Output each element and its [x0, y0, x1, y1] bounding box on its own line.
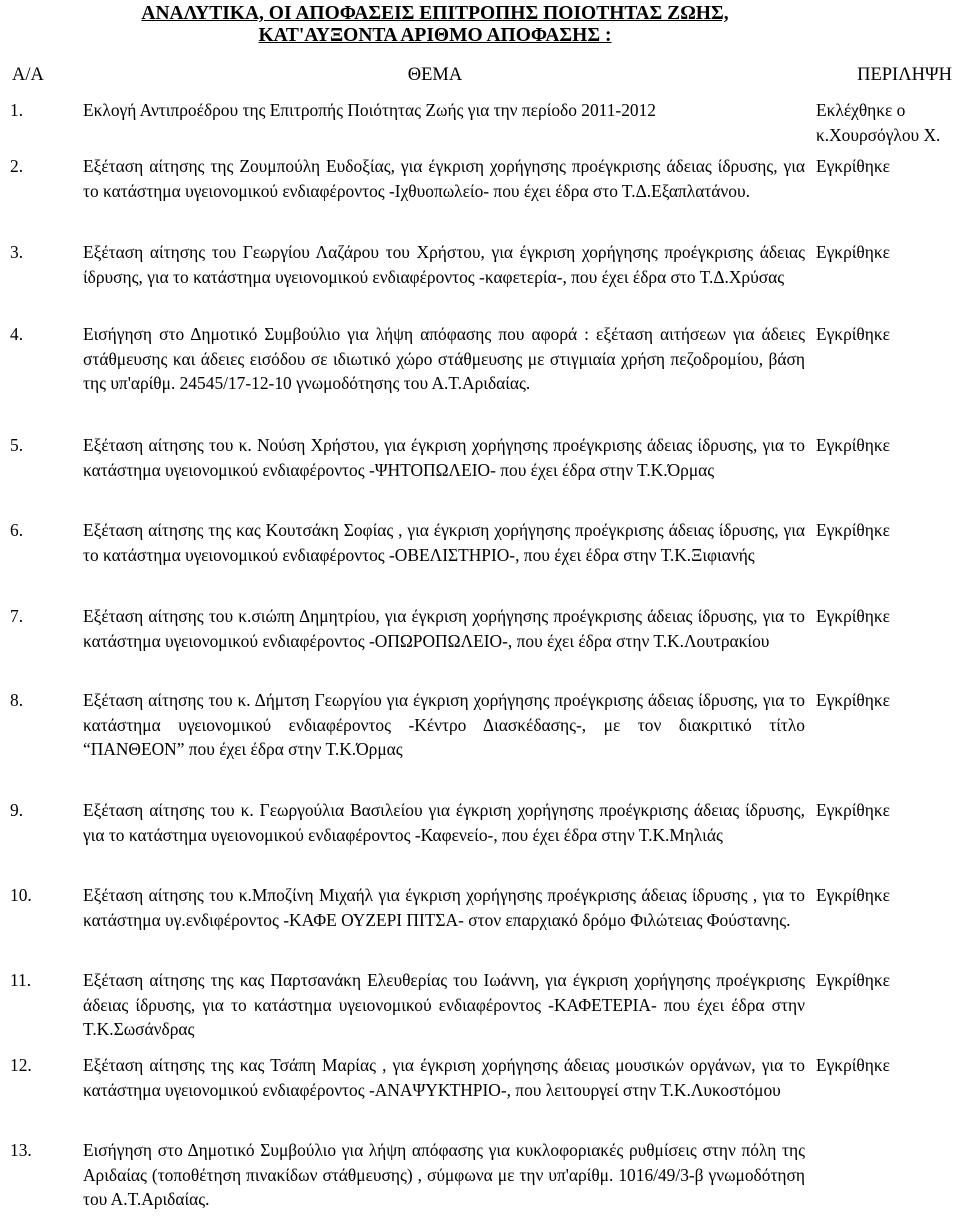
- item-number: 3.: [10, 242, 24, 262]
- item-number: 13.: [10, 1140, 32, 1160]
- item-summary: Εγκρίθηκε: [816, 606, 890, 626]
- title-line-2: ΚΑΤ'ΑΥΞΟΝΤΑ ΑΡΙΘΜΟ ΑΠΟΦΑΣΗΣ :: [258, 25, 612, 46]
- item-text: Εξέταση αίτησης του κ.Μποζίνη Μιχαήλ για έγκριση χορήγησης προέγκρισης άδειας ίδρυσης , για το κατάστημα υγ.ενδιφέροντος -ΚΑΦΕ ΟΥΖΕΡΙ ΠΙΤΣΑ- στον επαρχιακό δρόμο Φιλώτειας Φούστανης.: [83, 885, 805, 930]
- item-text: Εξέταση αίτησης της Ζουμπούλη Ευδοξίας, για έγκριση χορήγησης προέγκρισης άδειας ίδρυσης, για το κατάστημα υγειονομικού ενδιαφέροντος -Ιχθυοπωλείο- που έχει έδρα στο Τ.Δ.Εξαπλατάνου.: [83, 156, 805, 201]
- item-text: Εξέταση αίτησης της κας Τσάπη Μαρίας , για έγκριση χορήγησης άδειας μουσικών οργάνων, για το κατάστημα υγειονομικού ενδιαφέροντος -ΑΝΑΨΥΚΤΗΡΙΟ-, που λειτουργεί στην Τ.Κ.Λυκοστόμου: [83, 1055, 805, 1100]
- item-summary: Εγκρίθηκε: [816, 520, 890, 540]
- item-summary: Εγκρίθηκε: [816, 156, 890, 176]
- item-text: Εξέταση αίτησης του κ. Νούση Χρήστου, για έγκριση χορήγησης προέγκρισης άδειας ίδρυσης, για το κατάστημα υγειονομικού ενδιαφέροντος -ΨΗΤΟΠΩΛΕΙΟ- που έχει έδρα στην Τ.Κ.Όρμας: [83, 435, 805, 480]
- item-summary: Εγκρίθηκε: [816, 324, 890, 344]
- header-number: Α/Α: [12, 65, 44, 85]
- item-number: 2.: [10, 156, 24, 176]
- item-summary: Εγκρίθηκε: [816, 800, 890, 820]
- item-text: Εισήγηση στο Δημοτικό Συμβούλιο για λήψη απόφασης που αφορά : εξέταση αιτήσεων για άδειες στάθμευσης και άδειες εισόδου σε ιδιωτικό χώρο στάθμευσης με στιγμιαία χρήση πεζοδρομίου, βάση της υπ'αρίθμ. 24545/17-12-10 γνωμοδότησης του Α.Τ.Αριδαίας.: [83, 324, 805, 394]
- item-summary: Εγκρίθηκε: [816, 242, 890, 262]
- item-number: 6.: [10, 520, 24, 540]
- item-text: Εξέταση αίτησης του Γεωργίου Λαζάρου του Χρήστου, για έγκριση χορήγησης προέγκρισης άδειας ίδρυσης, για το κατάστημα υγειονομικού ενδιαφέροντος -καφετερία-, που έχει έδρα στο Τ.Δ.Χρύσας: [83, 242, 805, 287]
- item-number: 5.: [10, 435, 24, 455]
- item-text: Εκλογή Αντιπροέδρου της Επιτροπής Ποιότητας Ζωής για την περίοδο 2011-2012: [83, 100, 656, 120]
- item-text: Εξέταση αίτησης του κ.σιώπη Δημητρίου, για έγκριση χορήγησης προέγκρισης άδειας ίδρυσης, για το κατάστημα υγειονομικού ενδιαφέροντος -ΟΠΩΡΟΠΩΛΕΙΟ-, που έχει έδρα στην Τ.Κ.Λουτρακίου: [83, 606, 805, 651]
- item-number: 12.: [10, 1055, 32, 1075]
- item-summary: Εγκρίθηκε: [816, 690, 890, 710]
- item-number: 4.: [10, 324, 24, 344]
- item-summary: Εγκρίθηκε: [816, 1055, 890, 1075]
- item-text: Εξέταση αίτησης του κ. Γεωργούλια Βασιλείου για έγκριση χορήγησης προέγκρισης άδειας ίδρυσης, για το κατάστημα υγειονομικού ενδιαφέροντος -Καφενείο-, που έχει έδρα στην Τ.Κ.Μηλιάς: [83, 800, 805, 845]
- item-summary: Εγκρίθηκε: [816, 885, 890, 905]
- header-summary: ΠΕΡΙΛΗΨΗ: [857, 65, 952, 85]
- item-summary: Εκλέχθηκε ο κ.Χουρσόγλου Χ.: [816, 100, 941, 145]
- item-number: 7.: [10, 606, 24, 626]
- item-text: Εξέταση αίτησης της κας Κουτσάκη Σοφίας , για έγκριση χορήγησης προέγκρισης άδειας ίδρυσης, για το κατάστημα υγειονομικού ενδιαφέροντος -ΟΒΕΛΙΣΤΗΡΙΟ-, που έχει έδρα στην Τ.Κ.Ξιφιανής: [83, 520, 805, 565]
- item-text: Εισήγηση στο Δημοτικό Συμβούλιο για λήψη απόφασης για κυκλοφοριακές ρυθμίσεις στην πόλη της Αριδαίας (τοποθέτηση πινακίδων στάθμευσης) , σύμφωνα με την υπ'αρίθμ. 1016/49/3-β γνωμοδότηση του Α.Τ.Αριδαίας.: [83, 1140, 805, 1210]
- title-line-1: ΑΝΑΛΥΤΙΚΑ, ΟΙ ΑΠΟΦΑΣΕΙΣ ΕΠΙΤΡΟΠΗΣ ΠΟΙΟΤΗΤΑΣ ΖΩΗΣ,: [141, 3, 729, 24]
- item-text: Εξέταση αίτησης του κ. Δήμτση Γεωργίου για έγκριση χορήγησης προέγκρισης άδειας ίδρυσης, για το κατάστημα υγειονομικού ενδιαφέροντος -Κέντρο Διασκέδασης-, με τον διακριτικό τίτλο “ΠΑΝΘΕΟΝ” που έχει έδρα στην Τ.Κ.Όρμας: [83, 690, 805, 760]
- item-summary: Εγκρίθηκε: [816, 970, 890, 990]
- item-number: 1.: [10, 100, 24, 120]
- item-number: 8.: [10, 690, 24, 710]
- item-number: 11.: [10, 970, 32, 990]
- header-subject: ΘΕΜΑ: [407, 65, 463, 85]
- item-number: 9.: [10, 800, 24, 820]
- item-text: Εξέταση αίτησης της κας Παρτσανάκη Ελευθερίας του Ιωάννη, για έγκριση χορήγησης προέγκρισης άδειας ίδρυσης, για το κατάστημα υγειονομικού ενδιαφέροντος -ΚΑΦΕΤΕΡΙΑ- που έχει έδρα στην Τ.Κ.Σωσάνδρας: [83, 970, 805, 1040]
- item-number: 10.: [10, 885, 32, 905]
- item-summary: Εγκρίθηκε: [816, 435, 890, 455]
